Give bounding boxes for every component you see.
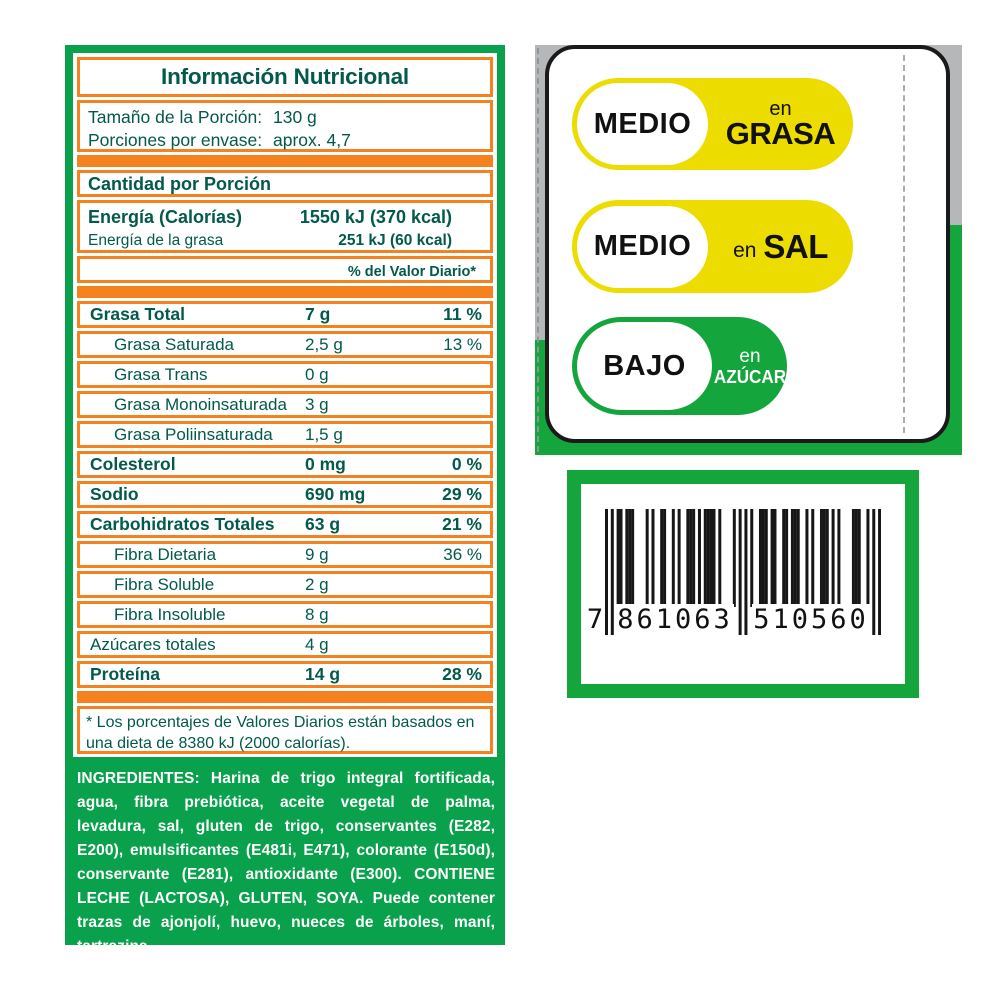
badge-level-capsule [577,206,708,288]
badge-nutrient-area [708,99,853,149]
nutrient-amount: 14 g [305,664,341,684]
serving-info-box [77,100,493,152]
badge-level-capsule [577,322,712,410]
badge-nutrient-area [708,227,853,265]
nutrient-row [77,631,493,658]
nutrient-name: Grasa Trans [114,364,208,384]
energy-fat-label: Energía de la grasa [88,232,224,249]
badge-preposition: en [733,238,757,262]
nutrient-name: Fibra Soluble [114,574,215,594]
nutrient-amount: 7 g [305,304,331,324]
nutrient-amount: 0 g [305,364,329,384]
nutrient-name: Grasa Saturada [114,334,235,354]
nutrition-table [73,53,497,757]
nutrient-daily-value: 21 % [442,514,482,534]
energy-fat-row [88,229,482,252]
serving-size-label: Tamaño de la Porción: [88,107,263,127]
nutrient-row [77,361,493,388]
nutrient-row [77,571,493,598]
cut-line-right [903,55,905,433]
badge-grasa [572,78,853,170]
nutrient-row [77,511,493,538]
energy-calories-label: Energía (Calorías) [88,207,243,227]
label-title: Información Nutricional [77,57,493,97]
nutrient-name: Grasa Total [90,304,185,324]
badge-level: MEDIO [593,107,692,140]
nutrient-amount: 2 g [305,574,329,594]
barcode-block [567,470,919,698]
servings-per-package-value: aprox. 4,7 [273,130,351,150]
nutrient-amount: 3 g [305,394,329,414]
nutrient-row [77,451,493,478]
divider-band [77,286,493,298]
badge-level-capsule [577,83,708,165]
nutrient-row [77,421,493,448]
serving-size-value: 130 g [273,107,317,127]
nutrient-row [77,301,493,328]
nutrient-amount: 4 g [305,634,329,654]
servings-per-package-row [88,129,482,152]
nutrient-name: Fibra Dietaria [114,544,217,564]
badge-azucar [572,317,787,415]
nutrient-row [77,391,493,418]
badge-level: MEDIO [593,230,692,262]
badge-preposition: en [769,98,792,120]
nutrient-name: Grasa Monoinsaturada [114,394,287,414]
daily-value-header: % del Valor Diario* [77,256,493,283]
nutrient-row [77,481,493,508]
barcode-digits-right: 510560 [753,604,869,635]
nutrient-name: Sodio [90,484,139,504]
nutrient-amount: 63 g [305,514,341,534]
badge-sal [572,200,853,293]
divider-band [77,155,493,167]
nutrient-amount: 8 g [305,604,329,624]
nutrient-daily-value: 36 % [443,544,482,564]
barcode-digits-left: 861063 [617,604,733,635]
badge-nutrient: SAL [763,227,828,265]
nutrient-name: Azúcares totales [90,634,216,654]
ingredients-text: INGREDIENTES: Harina de trigo integral fortificada, agua, fibra prebiótica, aceite vegetal de palma, levadura, sal, gluten de trigo, conservantes (E282, E200), emulsificantes (E481i, E471), colorante (E150d), conservante (E281), antioxidante (E300). CONTIENE LECHE (LACTOSA), GLUTEN, SOYA. Puede contener trazas de ajonjolí, huevo, nueces de árboles, maní, tartrazina. [77,770,495,955]
energy-calories-value: 1550 kJ (370 kcal) [299,207,452,227]
nutrient-amount: 1,5 g [305,424,343,444]
badge-nutrient: GRASA [725,116,836,151]
energy-calories-row [88,206,482,229]
serving-size-row [88,106,482,129]
nutrient-name: Colesterol [90,454,176,474]
nutrient-amount: 2,5 g [305,334,343,354]
energy-fat-value: 251 kJ (60 kcal) [338,232,452,249]
nutrient-daily-value: 0 % [451,454,482,474]
barcode-digit-lead: 7 [586,604,604,635]
barcode-inner [586,499,893,669]
nutrient-daily-value: 11 % [443,304,482,324]
warning-badges-card [545,45,950,443]
nutrient-daily-value: 28 % [442,664,482,684]
nutrient-amount: 9 g [305,544,329,564]
amount-per-serving-header: Cantidad por Porción [77,170,493,197]
nutrient-row [77,601,493,628]
badge-nutrient: AZÚCAR [713,366,787,387]
nutrient-name: Fibra Insoluble [114,604,226,624]
nutrient-daily-value: 29 % [442,484,482,504]
nutrient-name: Carbohidratos Totales [90,514,275,534]
footnote: * Los porcentajes de Valores Diarios están basados en una dieta de 8380 kJ (2000 calorías). [77,706,493,754]
nutrient-name: Grasa Poliinsaturada [114,424,273,444]
nutrient-rows [77,301,493,688]
badge-level: BAJO [603,349,686,382]
nutrient-row [77,661,493,688]
nutrient-amount: 690 mg [305,484,366,504]
divider-band [77,691,493,703]
badge-preposition: en [739,345,761,367]
nutrient-amount: 0 mg [305,454,346,474]
nutrient-row [77,331,493,358]
nutrition-facts-label [65,45,505,955]
nutrient-row [77,541,493,568]
cut-line-left [537,48,539,452]
nutrient-daily-value: 13 % [443,334,482,354]
nutrient-name: Proteína [90,664,161,684]
energy-box [77,200,493,253]
badge-nutrient-area [712,346,788,387]
servings-per-package-label: Porciones por envase: [88,130,263,150]
